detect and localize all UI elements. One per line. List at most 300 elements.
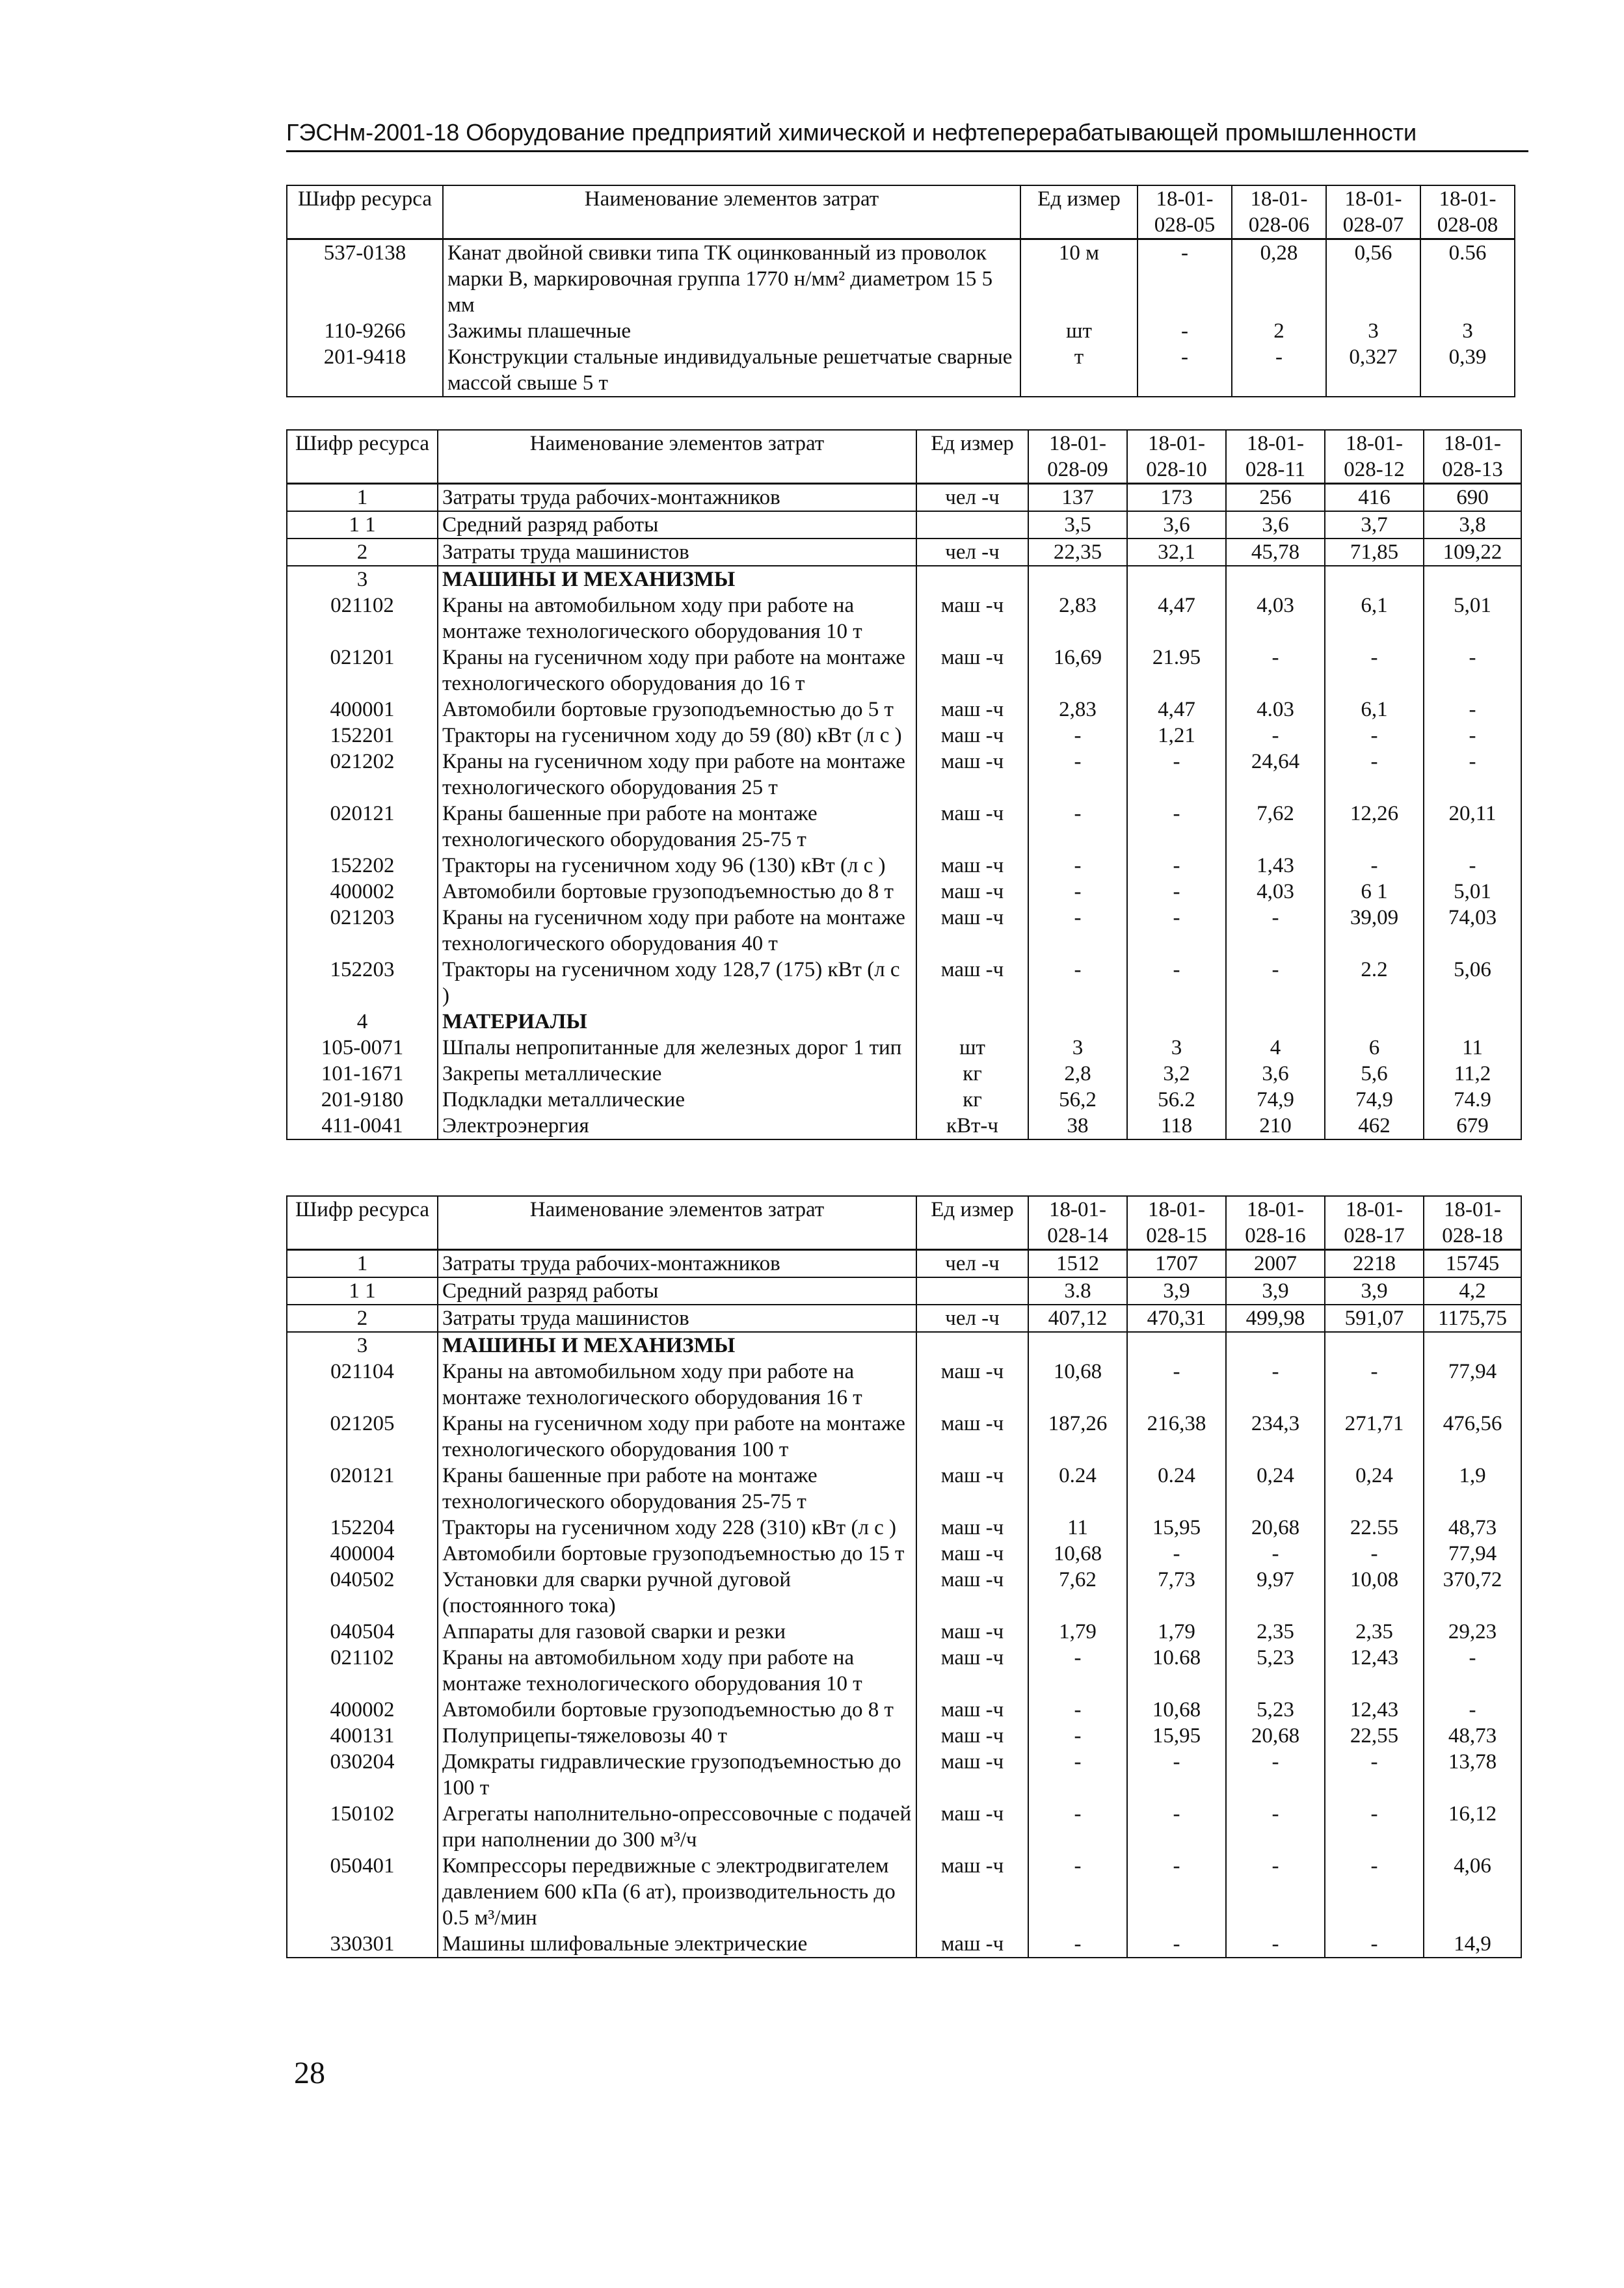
resource-code: 152203 xyxy=(287,957,438,1009)
norm-value: 3 xyxy=(1326,318,1420,344)
norm-value: 173 xyxy=(1127,484,1226,512)
norm-value: 21.95 xyxy=(1127,645,1226,697)
table-row xyxy=(287,511,1521,539)
norm-value: 0,56 xyxy=(1326,239,1420,319)
unit: чел -ч xyxy=(916,539,1028,566)
norm-value: 2,83 xyxy=(1028,697,1127,723)
norm-value: 4 xyxy=(1226,1035,1325,1061)
norm-value: 3,7 xyxy=(1325,511,1424,539)
norm-value: 20,68 xyxy=(1226,1723,1325,1749)
norm-value: - xyxy=(1127,1853,1226,1931)
resource-code: 4 xyxy=(287,1009,438,1035)
norm-value: - xyxy=(1325,749,1424,801)
norm-value: 407,12 xyxy=(1028,1305,1127,1332)
resource-name: Краны на гусеничном ходу при работе на монтаже технологического оборудования 100 т xyxy=(438,1411,916,1463)
table-row xyxy=(287,1515,1521,1541)
unit: маш -ч xyxy=(916,957,1028,1009)
norm-value xyxy=(1226,1332,1325,1359)
col-header-norm: 18-01-028-13 xyxy=(1424,430,1521,484)
norm-value: 5,06 xyxy=(1424,957,1521,1009)
norm-value: - xyxy=(1028,905,1127,957)
norm-value xyxy=(1226,1009,1325,1035)
norm-value: 11 xyxy=(1424,1035,1521,1061)
resource-name: МАШИНЫ И МЕХАНИЗМЫ xyxy=(438,566,916,592)
resource-code: 3 xyxy=(287,566,438,592)
unit: маш -ч xyxy=(916,905,1028,957)
norm-value: 0.24 xyxy=(1028,1463,1127,1515)
resource-name: Конструкции стальные индивидуальные решетчатые сварные массой свыше 5 т xyxy=(443,344,1020,397)
resource-name: Краны на автомобильном ходу при работе на монтаже технологического оборудования 10 т xyxy=(438,592,916,645)
col-header-norm: 18-01-028-15 xyxy=(1127,1196,1226,1250)
norm-value: 1175,75 xyxy=(1424,1305,1521,1332)
col-header-name: Наименование элементов затрат xyxy=(438,1196,916,1250)
norm-value: 6,1 xyxy=(1325,697,1424,723)
norm-value: 29,23 xyxy=(1424,1619,1521,1645)
unit: маш -ч xyxy=(916,1853,1028,1931)
unit: маш -ч xyxy=(916,1541,1028,1567)
resource-code: 021102 xyxy=(287,592,438,645)
resource-name: Краны на автомобильном ходу при работе на монтаже технологического оборудования 16 т xyxy=(438,1359,916,1411)
norm-value: 591,07 xyxy=(1325,1305,1424,1332)
table-header-row xyxy=(287,1196,1521,1250)
norm-value: - xyxy=(1325,1931,1424,1958)
norm-value: 12,26 xyxy=(1325,801,1424,853)
norm-value xyxy=(1424,1009,1521,1035)
norm-value: 2 xyxy=(1232,318,1326,344)
norm-value: 3,2 xyxy=(1127,1061,1226,1087)
norm-value: 56,2 xyxy=(1028,1087,1127,1113)
resource-code: 400004 xyxy=(287,1541,438,1567)
norm-value: - xyxy=(1028,853,1127,879)
table-row xyxy=(287,484,1521,512)
norm-value: - xyxy=(1325,1359,1424,1411)
norm-value: 3,6 xyxy=(1226,1061,1325,1087)
norm-value: - xyxy=(1127,801,1226,853)
col-header-norm: 18-01-028-09 xyxy=(1028,430,1127,484)
norm-value: 74.9 xyxy=(1424,1087,1521,1113)
resource-code: 021201 xyxy=(287,645,438,697)
norm-value: - xyxy=(1127,1749,1226,1801)
resource-code: 400002 xyxy=(287,879,438,905)
table-row xyxy=(287,1541,1521,1567)
norm-value: 462 xyxy=(1325,1113,1424,1139)
norm-value: - xyxy=(1028,723,1127,749)
unit xyxy=(916,511,1028,539)
norm-value: - xyxy=(1127,1359,1226,1411)
resource-code: 1 xyxy=(287,1250,438,1278)
norm-value: 10,68 xyxy=(1127,1697,1226,1723)
norm-value: - xyxy=(1028,879,1127,905)
norm-value: 3,6 xyxy=(1127,511,1226,539)
resource-code: 537-0138 xyxy=(287,239,443,319)
resource-name: Аппараты для газовой сварки и резки xyxy=(438,1619,916,1645)
unit: маш -ч xyxy=(916,1411,1028,1463)
norm-value: - xyxy=(1138,239,1232,319)
unit: маш -ч xyxy=(916,801,1028,853)
resource-name: Автомобили бортовые грузоподъемностью до 8 т xyxy=(438,1697,916,1723)
norm-value: 10,68 xyxy=(1028,1359,1127,1411)
norm-value: 20,11 xyxy=(1424,801,1521,853)
norm-value: 3,6 xyxy=(1226,511,1325,539)
norm-value: 137 xyxy=(1028,484,1127,512)
col-header-name: Наименование элементов затрат xyxy=(438,430,916,484)
unit: т xyxy=(1020,344,1138,397)
norm-value: - xyxy=(1028,749,1127,801)
unit xyxy=(916,566,1028,592)
norm-value: 0,28 xyxy=(1232,239,1326,319)
unit: кВт-ч xyxy=(916,1113,1028,1139)
resource-code: 040504 xyxy=(287,1619,438,1645)
norm-value: 22.55 xyxy=(1325,1515,1424,1541)
unit: чел -ч xyxy=(916,484,1028,512)
norm-value: - xyxy=(1127,957,1226,1009)
unit: маш -ч xyxy=(916,1515,1028,1541)
resource-code: 152201 xyxy=(287,723,438,749)
resource-code: 2 xyxy=(287,539,438,566)
norm-value: 7,73 xyxy=(1127,1567,1226,1619)
unit: 10 м xyxy=(1020,239,1138,319)
norm-value: - xyxy=(1226,1853,1325,1931)
norm-value: 2,35 xyxy=(1325,1619,1424,1645)
norm-value: 9,97 xyxy=(1226,1567,1325,1619)
table-row xyxy=(287,344,1515,397)
norm-value: - xyxy=(1226,1749,1325,1801)
resource-code: 110-9266 xyxy=(287,318,443,344)
norm-value: 187,26 xyxy=(1028,1411,1127,1463)
col-header-norm: 18-01-028-06 xyxy=(1232,185,1326,239)
norm-value: - xyxy=(1127,749,1226,801)
resource-name: Затраты труда рабочих-монтажников xyxy=(438,1250,916,1278)
table-row xyxy=(287,1619,1521,1645)
norm-value: 15,95 xyxy=(1127,1723,1226,1749)
norm-value: - xyxy=(1325,1749,1424,1801)
unit: маш -ч xyxy=(916,1697,1028,1723)
norm-value: 1512 xyxy=(1028,1250,1127,1278)
table-row xyxy=(287,1931,1521,1958)
unit: кг xyxy=(916,1061,1028,1087)
norm-value: 256 xyxy=(1226,484,1325,512)
norm-value: 13,78 xyxy=(1424,1749,1521,1801)
norm-value: 4,03 xyxy=(1226,879,1325,905)
table-row xyxy=(287,592,1521,645)
resource-code: 030204 xyxy=(287,1749,438,1801)
unit xyxy=(916,1277,1028,1305)
col-header-norm: 18-01-028-08 xyxy=(1420,185,1515,239)
norm-value: 679 xyxy=(1424,1113,1521,1139)
norm-value: 71,85 xyxy=(1325,539,1424,566)
table-row xyxy=(287,1463,1521,1515)
resource-code: 101-1671 xyxy=(287,1061,438,1087)
table-header-row xyxy=(287,430,1521,484)
resource-code: 020121 xyxy=(287,1463,438,1515)
unit: маш -ч xyxy=(916,1645,1028,1697)
norm-value: 5,6 xyxy=(1325,1061,1424,1087)
norm-value: - xyxy=(1424,749,1521,801)
unit: шт xyxy=(1020,318,1138,344)
norm-value: - xyxy=(1028,1697,1127,1723)
resource-name: Тракторы на гусеничном ходу 128,7 (175) кВт (л с ) xyxy=(438,957,916,1009)
page-header: ГЭСНм-2001-18 Оборудование предприятий химической и нефтеперерабатывающей промышленности xyxy=(286,119,1528,152)
norm-value: 15745 xyxy=(1424,1250,1521,1278)
unit xyxy=(916,1009,1028,1035)
norm-value: 0,39 xyxy=(1420,344,1515,397)
norm-value: 38 xyxy=(1028,1113,1127,1139)
resource-code: 400131 xyxy=(287,1723,438,1749)
norm-value: - xyxy=(1325,723,1424,749)
unit: чел -ч xyxy=(916,1305,1028,1332)
table-row xyxy=(287,1359,1521,1411)
col-header-norm: 18-01-028-05 xyxy=(1138,185,1232,239)
norm-value xyxy=(1424,1332,1521,1359)
norm-value: - xyxy=(1028,1645,1127,1697)
norm-value: 14,9 xyxy=(1424,1931,1521,1958)
norm-value: 2,8 xyxy=(1028,1061,1127,1087)
norm-value: 499,98 xyxy=(1226,1305,1325,1332)
col-header-norm: 18-01-028-17 xyxy=(1325,1196,1424,1250)
resource-name: Закрепы металлические xyxy=(438,1061,916,1087)
norm-value: 1,79 xyxy=(1127,1619,1226,1645)
unit xyxy=(916,1332,1028,1359)
norm-value: 1,79 xyxy=(1028,1619,1127,1645)
norm-value: 0,327 xyxy=(1326,344,1420,397)
norm-value: - xyxy=(1127,853,1226,879)
resource-code: 105-0071 xyxy=(287,1035,438,1061)
col-header-unit: Ед измер xyxy=(1020,185,1138,239)
resource-code: 020121 xyxy=(287,801,438,853)
unit: маш -ч xyxy=(916,1801,1028,1853)
norm-value: 56.2 xyxy=(1127,1087,1226,1113)
norm-value: - xyxy=(1232,344,1326,397)
resource-name: Электроэнергия xyxy=(438,1113,916,1139)
norm-value: 2,83 xyxy=(1028,592,1127,645)
resource-code: 021203 xyxy=(287,905,438,957)
resource-code: 021102 xyxy=(287,1645,438,1697)
norm-value: 2218 xyxy=(1325,1250,1424,1278)
norm-value: 370,72 xyxy=(1424,1567,1521,1619)
resource-name: Подкладки металлические xyxy=(438,1087,916,1113)
unit: маш -ч xyxy=(916,723,1028,749)
norm-value: - xyxy=(1424,1697,1521,1723)
col-header-norm: 18-01-028-16 xyxy=(1226,1196,1325,1250)
norm-value: - xyxy=(1424,1645,1521,1697)
resource-code: 1 1 xyxy=(287,511,438,539)
norm-value: 5,01 xyxy=(1424,592,1521,645)
col-header-norm: 18-01-028-12 xyxy=(1325,430,1424,484)
norm-value: - xyxy=(1127,1801,1226,1853)
norm-value: 6 xyxy=(1325,1035,1424,1061)
norm-value: 24,64 xyxy=(1226,749,1325,801)
resource-name: Тракторы на гусеничном ходу до 59 (80) кВт (л с ) xyxy=(438,723,916,749)
norm-value: 3,9 xyxy=(1226,1277,1325,1305)
table-row xyxy=(287,1087,1521,1113)
resource-name: Зажимы плашечные xyxy=(443,318,1020,344)
norm-value: 15,95 xyxy=(1127,1515,1226,1541)
norm-value: 1,9 xyxy=(1424,1463,1521,1515)
resource-code: 021202 xyxy=(287,749,438,801)
norm-value: 20,68 xyxy=(1226,1515,1325,1541)
norm-value: - xyxy=(1028,1853,1127,1931)
norm-value: 6 1 xyxy=(1325,879,1424,905)
norm-value: 476,56 xyxy=(1424,1411,1521,1463)
norm-value: 7,62 xyxy=(1028,1567,1127,1619)
table-row xyxy=(287,1305,1521,1332)
norm-value: 11,2 xyxy=(1424,1061,1521,1087)
resource-code: 1 1 xyxy=(287,1277,438,1305)
resource-name: Краны на гусеничном ходу при работе на монтаже технологического оборудования 25 т xyxy=(438,749,916,801)
col-header-unit: Ед измер xyxy=(916,1196,1028,1250)
norm-value: 3,9 xyxy=(1127,1277,1226,1305)
table-row xyxy=(287,1567,1521,1619)
norm-value: - xyxy=(1226,1801,1325,1853)
norm-value: 690 xyxy=(1424,484,1521,512)
norm-value: - xyxy=(1138,318,1232,344)
norm-value: - xyxy=(1424,853,1521,879)
resource-code: 152204 xyxy=(287,1515,438,1541)
resource-code: 1 xyxy=(287,484,438,512)
norm-value: 0.56 xyxy=(1420,239,1515,319)
table-row xyxy=(287,1277,1521,1305)
resource-code: 330301 xyxy=(287,1931,438,1958)
norm-value: - xyxy=(1226,723,1325,749)
norm-value: 39,09 xyxy=(1325,905,1424,957)
table-row xyxy=(287,1645,1521,1697)
norm-value: 3 xyxy=(1420,318,1515,344)
resource-name: Машины шлифовальные электрические xyxy=(438,1931,916,1958)
unit: шт xyxy=(916,1035,1028,1061)
unit: маш -ч xyxy=(916,1359,1028,1411)
resource-code: 040502 xyxy=(287,1567,438,1619)
norm-value: 118 xyxy=(1127,1113,1226,1139)
unit: маш -ч xyxy=(916,1463,1028,1515)
norm-value: 470,31 xyxy=(1127,1305,1226,1332)
norm-value xyxy=(1028,1332,1127,1359)
resource-name: Агрегаты наполнительно-опрессовочные с подачей при наполнении до 300 м³/ч xyxy=(438,1801,916,1853)
unit: маш -ч xyxy=(916,1931,1028,1958)
resource-name: Домкраты гидравлические грузоподъемностью до 100 т xyxy=(438,1749,916,1801)
table-row xyxy=(287,1061,1521,1087)
table-row xyxy=(287,749,1521,801)
resource-name: Автомобили бортовые грузоподъемностью до 5 т xyxy=(438,697,916,723)
resource-code: 021104 xyxy=(287,1359,438,1411)
norm-value xyxy=(1424,566,1521,592)
norm-value: 2.2 xyxy=(1325,957,1424,1009)
norm-value: 5,23 xyxy=(1226,1697,1325,1723)
resource-code: 050401 xyxy=(287,1853,438,1931)
norm-value xyxy=(1325,566,1424,592)
norm-value: - xyxy=(1127,879,1226,905)
norm-value: 3,5 xyxy=(1028,511,1127,539)
norm-value: 3 xyxy=(1028,1035,1127,1061)
norm-value: 3 xyxy=(1127,1035,1226,1061)
norm-value: 3.8 xyxy=(1028,1277,1127,1305)
resource-code: 201-9180 xyxy=(287,1087,438,1113)
norm-value: - xyxy=(1028,1801,1127,1853)
resource-name: Затраты труда машинистов xyxy=(438,1305,916,1332)
unit: маш -ч xyxy=(916,853,1028,879)
norm-value: 16,69 xyxy=(1028,645,1127,697)
norm-value: - xyxy=(1226,645,1325,697)
table-row xyxy=(287,1749,1521,1801)
resource-code: 152202 xyxy=(287,853,438,879)
norm-value: 109,22 xyxy=(1424,539,1521,566)
norm-value: 0,24 xyxy=(1325,1463,1424,1515)
resource-name: Автомобили бортовые грузоподъемностью до 15 т xyxy=(438,1541,916,1567)
col-header-norm: 18-01-028-14 xyxy=(1028,1196,1127,1250)
norm-value: - xyxy=(1028,957,1127,1009)
unit: маш -ч xyxy=(916,879,1028,905)
norm-value: - xyxy=(1127,905,1226,957)
norm-value xyxy=(1127,1009,1226,1035)
norm-value: - xyxy=(1028,1749,1127,1801)
norm-value: 4,2 xyxy=(1424,1277,1521,1305)
norm-value: 48,73 xyxy=(1424,1723,1521,1749)
unit: маш -ч xyxy=(916,1749,1028,1801)
norm-value: 4,03 xyxy=(1226,592,1325,645)
col-header-unit: Ед измер xyxy=(916,430,1028,484)
norm-value: 3,9 xyxy=(1325,1277,1424,1305)
norm-value: 4,47 xyxy=(1127,592,1226,645)
norm-value: 4,06 xyxy=(1424,1853,1521,1931)
table-row xyxy=(287,645,1521,697)
table-row xyxy=(287,697,1521,723)
norm-value: - xyxy=(1138,344,1232,397)
resource-name: Тракторы на гусеничном ходу 228 (310) кВт (л с ) xyxy=(438,1515,916,1541)
norm-value: 77,94 xyxy=(1424,1541,1521,1567)
resource-name: Полуприцепы-тяжеловозы 40 т xyxy=(438,1723,916,1749)
norm-value: 16,12 xyxy=(1424,1801,1521,1853)
norm-value xyxy=(1127,1332,1226,1359)
table-row xyxy=(287,1853,1521,1931)
table-row xyxy=(287,853,1521,879)
norm-value: 6,1 xyxy=(1325,592,1424,645)
unit: маш -ч xyxy=(916,749,1028,801)
norm-value: 11 xyxy=(1028,1515,1127,1541)
norm-value: 10,68 xyxy=(1028,1541,1127,1567)
section-row xyxy=(287,566,1521,592)
col-header-norm: 18-01-028-10 xyxy=(1127,430,1226,484)
norm-value: 74,9 xyxy=(1325,1087,1424,1113)
norm-value: 4,47 xyxy=(1127,697,1226,723)
norm-value: 3,8 xyxy=(1424,511,1521,539)
table-row xyxy=(287,239,1515,319)
norm-value: 2,35 xyxy=(1226,1619,1325,1645)
norm-value: - xyxy=(1325,645,1424,697)
resource-name: Затраты труда рабочих-монтажников xyxy=(438,484,916,512)
resource-name: Автомобили бортовые грузоподъемностью до 8 т xyxy=(438,879,916,905)
norm-value xyxy=(1127,566,1226,592)
norm-value: - xyxy=(1028,1723,1127,1749)
norm-value: 22,35 xyxy=(1028,539,1127,566)
col-header-code: Шифр ресурса xyxy=(287,1196,438,1250)
norm-value: - xyxy=(1325,853,1424,879)
norm-value: 234,3 xyxy=(1226,1411,1325,1463)
resource-code: 400001 xyxy=(287,697,438,723)
norm-value: - xyxy=(1127,1931,1226,1958)
norm-value: 0,24 xyxy=(1226,1463,1325,1515)
resource-code: 400002 xyxy=(287,1697,438,1723)
table-row xyxy=(287,1250,1521,1278)
resource-table-2 xyxy=(286,429,1522,1140)
table-row xyxy=(287,879,1521,905)
unit: маш -ч xyxy=(916,1567,1028,1619)
col-header-code: Шифр ресурса xyxy=(287,430,438,484)
table-row xyxy=(287,1801,1521,1853)
norm-value: 74,03 xyxy=(1424,905,1521,957)
resource-code: 411-0041 xyxy=(287,1113,438,1139)
unit: маш -ч xyxy=(916,645,1028,697)
table-row xyxy=(287,957,1521,1009)
section-row xyxy=(287,1009,1521,1035)
